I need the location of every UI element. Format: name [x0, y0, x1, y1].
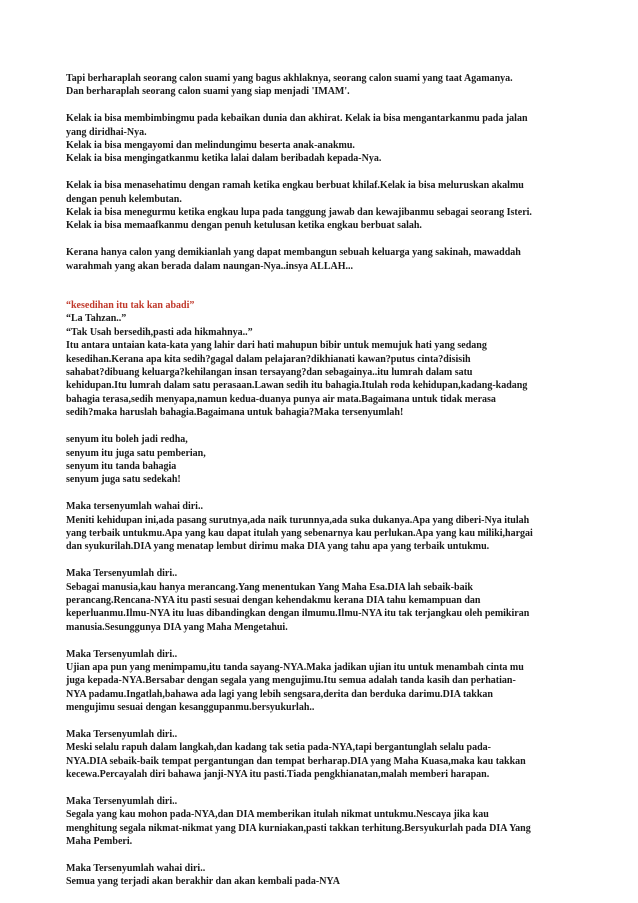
text-line: kesedihan.Kerana apa kita sedih?gagal dalam pelajaran?dikhianati kawan?putus cinta?disisih — [66, 353, 471, 365]
text-line: perancang.Rencana-NYA itu pasti sesuai dengan kehendakmu kerana DIA tahu kemampuan dan — [66, 594, 481, 606]
text-line: yang terbaik untukmu.Apa yang kau dapat itulah yang sebenarnya kau perlukan.Apa yang kau miliki,hargai — [66, 527, 533, 539]
text-line: manusia.Sesunggunya DIA yang Maha Mengetahui. — [66, 621, 288, 633]
text-line: NYA.DIA sebaik-baik tempat pergantungan dan tempat berharap.DIA yang Maha Kuasa,maka kau takkan — [66, 755, 526, 767]
text-line: dan syukurilah.DIA yang menatap lembut dirimu maka DIA yang tahu apa yang terbaik untukmu. — [66, 541, 490, 553]
text-line: Maka Tersenyumlah diri.. — [66, 568, 178, 580]
paragraph-9 — [66, 648, 576, 715]
text-line: sahabat?dibuang keluarga?kehilangan insan tersayang?dan sebagainya..itu lumrah dalam satu — [66, 367, 473, 379]
section-title: “kesedihan itu tak kan abadi” — [66, 300, 195, 312]
text-line: menghitung segala nikmat-nikmat yang DIA kurniakan,pasti takkan terhitung.Bersyukurlah pada DIA Yang — [66, 822, 531, 834]
text-line: Dan berharaplah seorang calon suami yang siap menjadi 'IMAM'. — [66, 86, 350, 98]
text-line: Maka tersenyumlah wahai diri.. — [66, 501, 203, 513]
paragraph-8 — [66, 567, 576, 634]
paragraph-12 — [66, 862, 576, 889]
text-line: Maka Tersenyumlah diri.. — [66, 795, 178, 807]
text-line: Kerana hanya calon yang demikianlah yang dapat membangun sebuah keluarga yang sakinah, mawaddah — [66, 247, 521, 259]
text-line: senyum itu boleh jadi redha, — [66, 434, 188, 446]
text-line: “La Tahzan..” — [66, 313, 127, 325]
text-line: Tapi berharaplah seorang calon suami yang bagus akhlaknya, seorang calon suami yang taat Agamanya. — [66, 73, 513, 84]
text-line: senyum itu tanda bahagia — [66, 460, 177, 472]
paragraph-5 — [66, 299, 576, 420]
paragraph-11 — [66, 795, 576, 849]
paragraph-4 — [66, 246, 576, 273]
text-line: kecewa.Percayalah diri bahawa janji-NYA itu pasti.Tiada pengkhianatan,malah memberi harapan. — [66, 769, 490, 781]
text-line: sedih?maka haruslah bahagia.Bagaimana untuk bahagia?Maka tersenyumlah! — [66, 407, 404, 419]
text-line: NYA padamu.Ingatlah,bahawa ada lagi yang lebih sengsara,derita dan berduka darimu.DIA takkan — [66, 688, 493, 700]
paragraph-7 — [66, 500, 576, 554]
text-line: juga kepada-NYA.Bersabar dengan segala yang mengujimu.Itu semua adalah tanda kasih dan perhatian- — [66, 675, 516, 687]
text-line: bahagia terasa,sedih menyapa,namun kedua-duanya punya air mata.Bagaimana untuk tidak merasa — [66, 393, 496, 405]
text-line: Kelak ia bisa menasehatimu dengan ramah ketika engkau berbuat khilaf.Kelak ia bisa meluruskan akalmu — [66, 180, 524, 192]
text-line: mengujimu sesuai dengan kesanggupanmu.bersyukurlah.. — [66, 702, 315, 714]
text-line: Kelak ia bisa membimbingmu pada kebaikan dunia dan akhirat. Kelak ia bisa mengantarkanmu pada jalan — [66, 113, 528, 125]
paragraph-10 — [66, 728, 576, 782]
text-line: Maha Pemberi. — [66, 836, 133, 848]
text-line: keperluanmu.Ilmu-NYA itu luas dibandingkan dengan ilmumu.Ilmu-NYA itu tak terjangkau oleh pemikiran — [66, 608, 530, 620]
text-line: Maka Tersenyumlah diri.. — [66, 648, 178, 660]
text-line: Meski selalu rapuh dalam langkah,dan kadang tak setia pada-NYA,tapi bergantunglah selalu pada- — [66, 742, 492, 754]
paragraph-6 — [66, 433, 576, 487]
text-line: Segala yang kau mohon pada-NYA,dan DIA memberikan itulah nikmat untukmu.Nescaya jika kau — [66, 809, 489, 821]
text-line: Semua yang terjadi akan berakhir dan akan kembali pada-NYA — [66, 876, 340, 888]
text-line: Kelak ia bisa memaafkanmu dengan penuh ketulusan ketika engkau berbuat salah. — [66, 220, 422, 232]
text-line: dengan penuh kelembutan. — [66, 193, 182, 205]
text-line: Kelak ia bisa mengingatkanmu ketika lalai dalam beribadah kepada-Nya. — [66, 153, 382, 165]
text-line: senyum juga satu sedekah! — [66, 474, 181, 486]
document-page — [66, 72, 576, 902]
text-line: “Tak Usah bersedih,pasti ada hikmahnya..” — [66, 326, 253, 338]
text-line: Ujian apa pun yang menimpamu,itu tanda sayang-NYA.Maka jadikan ujian itu untuk menambah cinta mu — [66, 661, 524, 673]
text-line: warahmah yang akan berada dalam naungan-Nya..insya ALLAH... — [66, 260, 354, 272]
text-line: Kelak ia bisa mengayomi dan melindungimu beserta anak-anakmu. — [66, 140, 355, 152]
text-line: Meniti kehidupan ini,ada pasang surutnya,ada naik turunnya,ada suka dukanya.Apa yang diberi-Nya itulah — [66, 514, 530, 526]
text-line: kehidupan.Itu lumrah dalam satu perasaan.Lawan sedih itu bahagia.Itulah roda kehidupan,kadang-kadang — [66, 380, 528, 392]
text-line: yang diridhai-Nya. — [66, 126, 147, 138]
paragraph-1 — [66, 72, 576, 99]
paragraph-2 — [66, 112, 576, 166]
text-line: Maka Tersenyumlah wahai diri.. — [66, 863, 206, 874]
text-line: Sebagai manusia,kau hanya merancang.Yang menentukan Yang Maha Esa.DIA lah sebaik-baik — [66, 581, 473, 593]
text-line: senyum itu juga satu pemberian, — [66, 447, 206, 459]
text-line: Itu antara untaian kata-kata yang lahir dari hati mahupun bibir untuk memujuk hati yang sedang — [66, 340, 487, 352]
paragraph-3 — [66, 179, 576, 233]
text-line: Maka Tersenyumlah diri.. — [66, 728, 178, 740]
text-line: Kelak ia bisa menegurmu ketika engkau lupa pada tanggung jawab dan kewajibanmu sebagai seorang Isteri. — [66, 207, 532, 219]
